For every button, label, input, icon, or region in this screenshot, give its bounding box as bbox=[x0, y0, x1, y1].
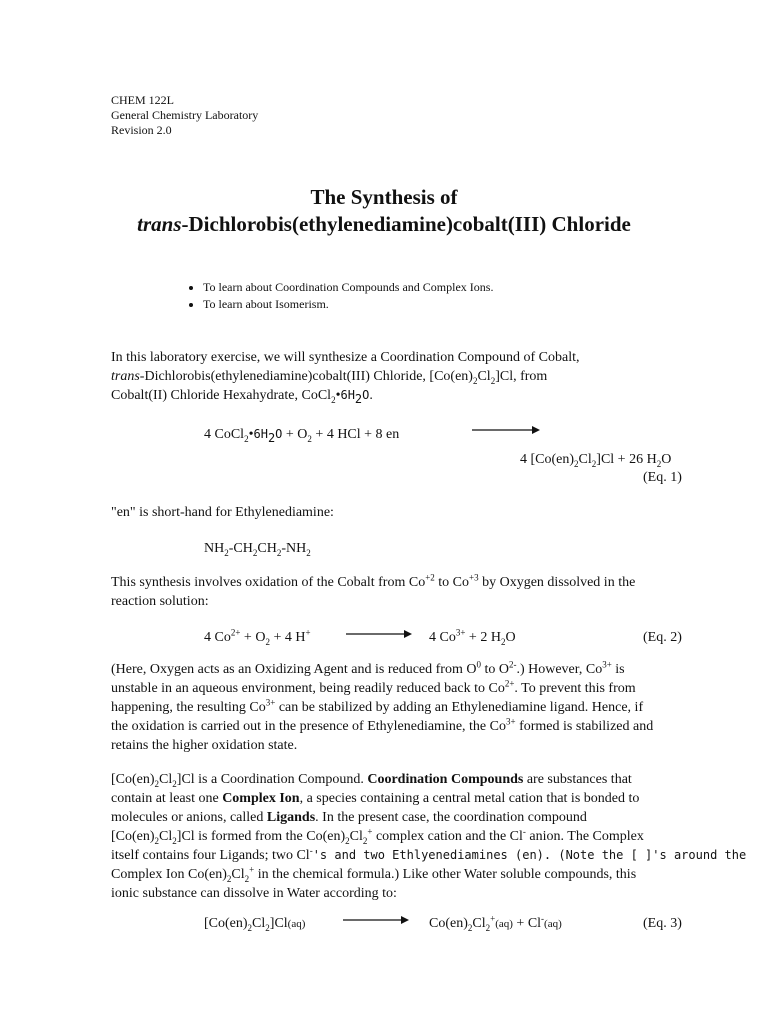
sub: 2 bbox=[591, 458, 597, 469]
sub: 2 bbox=[500, 636, 506, 647]
title-line-2 bbox=[0, 211, 768, 238]
title-compound: -Dichlorobis(ethylenediamine)cobalt(III) Chloride bbox=[181, 212, 631, 236]
text: unstable in an aqueous environment, being readily reduced back to Co bbox=[111, 681, 505, 696]
text: Cl bbox=[349, 829, 363, 844]
sup: +2 bbox=[425, 572, 435, 583]
eq2-label: (Eq. 2) bbox=[643, 630, 682, 645]
text: contain at least one bbox=[111, 791, 223, 806]
eq-text: 4 Co bbox=[429, 630, 456, 645]
dot: • bbox=[248, 427, 254, 442]
sub: 2 bbox=[267, 430, 276, 445]
text: anion. The Complex bbox=[525, 829, 644, 844]
intro-line bbox=[111, 367, 580, 386]
para-line bbox=[111, 660, 653, 679]
sub: 2 bbox=[224, 547, 229, 558]
para-line bbox=[111, 808, 746, 827]
text: to O bbox=[480, 662, 509, 677]
para-line: retains the higher oxidation state. bbox=[111, 738, 298, 753]
para-line bbox=[111, 698, 653, 717]
title-trans: trans bbox=[137, 212, 182, 236]
revision: Revision 2.0 bbox=[111, 123, 172, 137]
sub: 2 bbox=[467, 922, 473, 933]
sub: 2 bbox=[490, 375, 496, 386]
en-definition: "en" is short-hand for Ethylenediamine: bbox=[111, 505, 334, 520]
eq-text: + O bbox=[282, 427, 308, 442]
sup: 3+ bbox=[265, 697, 276, 708]
sub: 2 bbox=[244, 433, 249, 444]
eq-text: [Co(en) bbox=[204, 916, 248, 931]
para-line bbox=[111, 770, 746, 789]
course-code: CHEM 122L bbox=[111, 93, 174, 107]
title-line-1: The Synthesis of bbox=[310, 185, 458, 209]
eq3-left bbox=[204, 914, 305, 934]
sup: + bbox=[249, 864, 255, 875]
text: Cl bbox=[231, 867, 245, 882]
eq3-right bbox=[429, 914, 562, 934]
text: [Co(en) bbox=[111, 829, 155, 844]
sup: 2- bbox=[508, 659, 517, 670]
intro-trans: trans bbox=[111, 369, 140, 384]
text: formed is stabilized and bbox=[515, 719, 654, 734]
eq-text: CH bbox=[257, 541, 277, 556]
text: . In the present case, the coordination compound bbox=[315, 810, 587, 825]
hydrate: 6H bbox=[253, 427, 268, 441]
eq-text: Cl bbox=[472, 916, 486, 931]
sub: 2 bbox=[574, 458, 579, 469]
eq-text: 4 CoCl bbox=[204, 427, 245, 442]
text: the oxidation is carried out in the presence of Ethylenediamine, the Co bbox=[111, 719, 506, 734]
term-complex-ion: Complex Ion bbox=[222, 791, 300, 806]
sub: 2 bbox=[306, 547, 311, 558]
text: to Co bbox=[434, 575, 470, 590]
sup: - bbox=[541, 913, 545, 924]
eq1-right bbox=[520, 450, 671, 469]
term-coordination-compounds: Coordination Compounds bbox=[367, 772, 524, 787]
text: ]Cl is formed from the Co(en) bbox=[176, 829, 346, 844]
objective-item: • To learn about Isomerism. bbox=[203, 296, 493, 313]
para-line: ionic substance can dissolve in Water according to: bbox=[111, 886, 397, 901]
eq-text: 4 [Co(en) bbox=[520, 452, 575, 467]
eq1-label: (Eq. 1) bbox=[643, 470, 682, 485]
eq-text: -NH bbox=[281, 541, 307, 556]
phase: (aq) bbox=[495, 918, 513, 930]
en-formula bbox=[204, 539, 311, 558]
eq1-left bbox=[204, 425, 399, 444]
text: can be stabilized by adding an Ethylenediamine ligand. Hence, if bbox=[275, 700, 644, 715]
para-line bbox=[111, 679, 653, 698]
eq2-left bbox=[204, 628, 311, 647]
eq-text: ]Cl + 26 H bbox=[596, 452, 657, 467]
para-line bbox=[111, 717, 653, 736]
text: This synthesis involves oxidation of the Cobalt from Co bbox=[111, 575, 426, 590]
sup: + bbox=[305, 627, 311, 638]
sub: 2 bbox=[472, 375, 478, 386]
eq3-label: (Eq. 3) bbox=[643, 916, 682, 931]
sub: 2 bbox=[154, 778, 160, 789]
text: Cl bbox=[159, 772, 173, 787]
intro-line: In this laboratory exercise, we will synthesize a Coordination Compound of Cobalt, bbox=[111, 350, 580, 365]
eq-text: -CH bbox=[228, 541, 253, 556]
para-line bbox=[111, 865, 746, 884]
text-mono: 's and two Ethlyenediamines (en). bbox=[312, 848, 552, 862]
intro-line bbox=[111, 386, 580, 405]
sup: 0 bbox=[476, 659, 481, 670]
coordination-paragraph bbox=[111, 770, 746, 903]
intro-paragraph bbox=[111, 348, 580, 405]
eq3-arrow bbox=[343, 914, 409, 926]
intro-text: Cobalt(II) Chloride Hexahydrate, CoCl bbox=[111, 388, 332, 403]
eq-text: + Cl bbox=[512, 916, 542, 931]
sub: 2 bbox=[172, 835, 177, 846]
text: ]Cl is a Coordination Compound. bbox=[176, 772, 368, 787]
sub: 2 bbox=[226, 873, 232, 884]
eq-text: Co(en) bbox=[429, 916, 468, 931]
hydrate: 6H bbox=[340, 388, 355, 402]
text: Complex Ion Co(en) bbox=[111, 867, 227, 882]
oxidation-line bbox=[111, 573, 635, 592]
course-name: General Chemistry Laboratory bbox=[111, 108, 259, 122]
objective-item: • To learn about Coordination Compounds and Complex Ions. bbox=[203, 279, 493, 296]
dot: • bbox=[335, 388, 341, 403]
hydrate-o: O bbox=[362, 388, 370, 402]
phase: (aq) bbox=[544, 918, 562, 930]
phase: (aq) bbox=[287, 918, 306, 930]
text: . To prevent this from bbox=[514, 681, 636, 696]
eq-text: 4 Co bbox=[204, 630, 231, 645]
text-mono: (Note the [ ]'s around the bbox=[551, 848, 747, 862]
eq2-arrow bbox=[346, 628, 412, 640]
oxidation-paragraph bbox=[111, 573, 635, 611]
eq-text: + 4 HCl + 8 en bbox=[311, 427, 400, 442]
sub: 2 bbox=[331, 394, 336, 405]
text: is bbox=[611, 662, 625, 677]
sub: 2 bbox=[265, 922, 270, 933]
eq-text: + O bbox=[240, 630, 266, 645]
text: in the chemical formula.) Like other Water soluble compounds, this bbox=[254, 867, 637, 882]
sup: - bbox=[522, 826, 526, 837]
text: itself contains four Ligands; two Cl bbox=[111, 848, 310, 863]
intro-text: ]Cl, from bbox=[495, 369, 548, 384]
sup: + bbox=[490, 913, 496, 924]
text: (Here, Oxygen acts as an Oxidizing Agent and is reduced from O bbox=[111, 662, 477, 677]
sup: + bbox=[367, 826, 373, 837]
course-header bbox=[111, 93, 258, 138]
sub: 2 bbox=[172, 778, 177, 789]
text: .) However, Co bbox=[516, 662, 603, 677]
eq-text: Cl bbox=[252, 916, 266, 931]
sub: 2 bbox=[154, 835, 160, 846]
eq-text: Cl bbox=[578, 452, 592, 467]
eq1-arrow bbox=[472, 424, 540, 436]
sub: 2 bbox=[247, 922, 253, 933]
eq-text: + 4 H bbox=[269, 630, 306, 645]
sub: 2 bbox=[485, 922, 491, 933]
eq-text: ]Cl bbox=[269, 916, 288, 931]
sub: 2 bbox=[307, 433, 312, 444]
intro-text: -Dichlorobis(ethylenediamine)cobalt(III) Chloride, [Co(en) bbox=[139, 369, 473, 384]
para-line bbox=[111, 789, 746, 808]
text: by Oxygen dissolved in the bbox=[478, 575, 636, 590]
sup: 3+ bbox=[602, 659, 612, 670]
sup: +3 bbox=[469, 572, 479, 583]
oxidation-line: reaction solution: bbox=[111, 594, 209, 609]
sub: 2 bbox=[345, 835, 350, 846]
sup: 3+ bbox=[506, 716, 516, 727]
intro-text: Cl bbox=[477, 369, 491, 384]
hydrate-o: O bbox=[275, 427, 283, 441]
term-ligands: Ligands bbox=[266, 810, 316, 825]
eq-text: NH bbox=[204, 541, 225, 556]
para-line bbox=[111, 827, 746, 846]
text: happening, the resulting Co bbox=[111, 700, 266, 715]
para-line bbox=[111, 846, 746, 865]
sub: 2 bbox=[252, 547, 258, 558]
eq-text: O bbox=[661, 452, 672, 467]
sub: 2 bbox=[276, 547, 282, 558]
sub: 2 bbox=[362, 835, 368, 846]
sup: 3+ bbox=[455, 627, 466, 638]
objectives-list bbox=[180, 279, 493, 313]
sup: 2+ bbox=[230, 627, 241, 638]
reduction-paragraph bbox=[111, 660, 653, 755]
text: Cl bbox=[159, 829, 173, 844]
text: molecules or anions, called bbox=[111, 810, 267, 825]
sub: 2 bbox=[244, 873, 250, 884]
text: complex cation and the Cl bbox=[372, 829, 523, 844]
text: are substances that bbox=[523, 772, 632, 787]
sup: - bbox=[309, 845, 313, 856]
sub: 2 bbox=[656, 458, 662, 469]
text: , a species containing a central metal cation that is bonded to bbox=[299, 791, 640, 806]
period: . bbox=[369, 388, 373, 403]
sub: 2 bbox=[265, 636, 270, 647]
sup: 2+ bbox=[504, 678, 515, 689]
text: [Co(en) bbox=[111, 772, 155, 787]
eq2-right bbox=[429, 628, 516, 647]
eq-text: + 2 H bbox=[465, 630, 501, 645]
eq-text: O bbox=[505, 630, 516, 645]
sub: 2 bbox=[354, 391, 363, 406]
